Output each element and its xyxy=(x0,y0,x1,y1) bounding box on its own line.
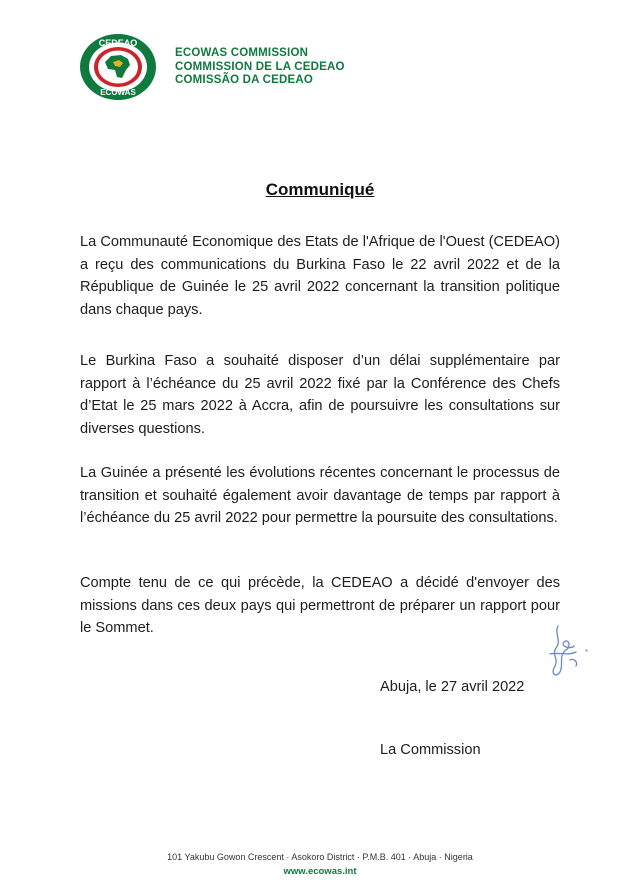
signoff: La Commission xyxy=(380,742,481,758)
org-line-fr: COMMISSION DE LA CEDEAO xyxy=(175,60,345,73)
paragraph-2: Le Burkina Faso a souhaité disposer d’un délai supplémentaire par rapport à l’échéance du 25 avril 2022 fixé par la Conférence des Chefs d’Etat le 25 mars 2022 à Accra, afin de poursuivre les consultations sur diverses questions. xyxy=(80,353,560,437)
date-line: Abuja, le 27 avril 2022 xyxy=(380,679,525,695)
ecowas-logo-icon xyxy=(78,32,158,102)
document-title: Communiqué xyxy=(265,180,375,199)
footer-address: 101 Yakubu Gowon Crescent · Asokoro District · P.M.B. 401 · Abuja · Nigeria xyxy=(167,852,473,862)
paragraph-1: La Communauté Economique des Etats de l'Afrique de l'Ouest (CEDEAO) a reçu des communications du Burkina Faso le 22 avril 2022 et de la République de Guinée le 25 avril 2022 concernant la transition politique dans chaque pays. xyxy=(80,234,560,318)
handwritten-signature-icon xyxy=(540,620,594,682)
footer-website[interactable]: www.ecowas.int xyxy=(283,866,357,877)
paragraph-4: Compte tenu de ce qui précède, la CEDEAO a décidé d'envoyer des missions dans ces deux pays qui permettront de préparer un rapport pour le Sommet. xyxy=(80,575,560,636)
organization-name xyxy=(175,47,345,88)
svg-text:CEDEAO: CEDEAO xyxy=(98,38,138,48)
org-line-pt: COMISSÃO DA CEDEAO xyxy=(175,74,313,86)
org-line-en: ECOWAS COMMISSION xyxy=(175,47,309,59)
paragraph-3: La Guinée a présenté les évolutions récentes concernant le processus de transition et souhaité également avoir davantage de temps par rapport à l’échéance du 25 avril 2022 pour permettre la poursuite des consultations. xyxy=(80,465,560,526)
svg-text:ECOWAS: ECOWAS xyxy=(100,88,136,97)
